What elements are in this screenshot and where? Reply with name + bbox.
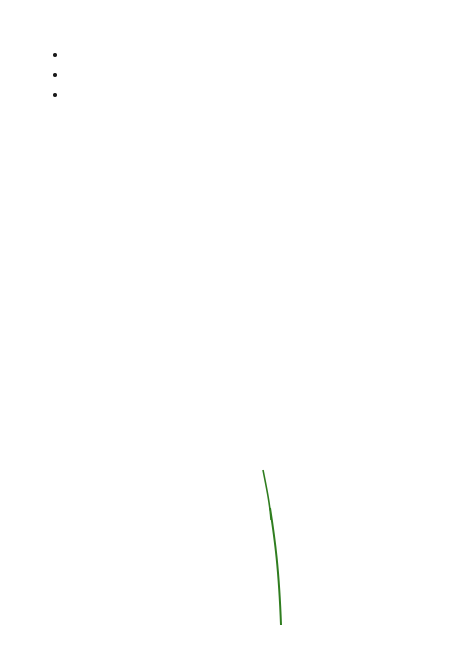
meadow-illustration xyxy=(175,450,430,640)
list-item xyxy=(68,66,422,84)
list-item xyxy=(68,86,422,104)
letter-body xyxy=(38,38,422,136)
border-bottom xyxy=(0,642,456,664)
border-top xyxy=(0,0,456,22)
examples-list xyxy=(38,46,422,104)
bluebell-flower-icon xyxy=(263,470,281,625)
border-left xyxy=(0,22,22,642)
spacer xyxy=(38,106,422,128)
border-right xyxy=(434,22,456,642)
list-item xyxy=(68,46,422,64)
